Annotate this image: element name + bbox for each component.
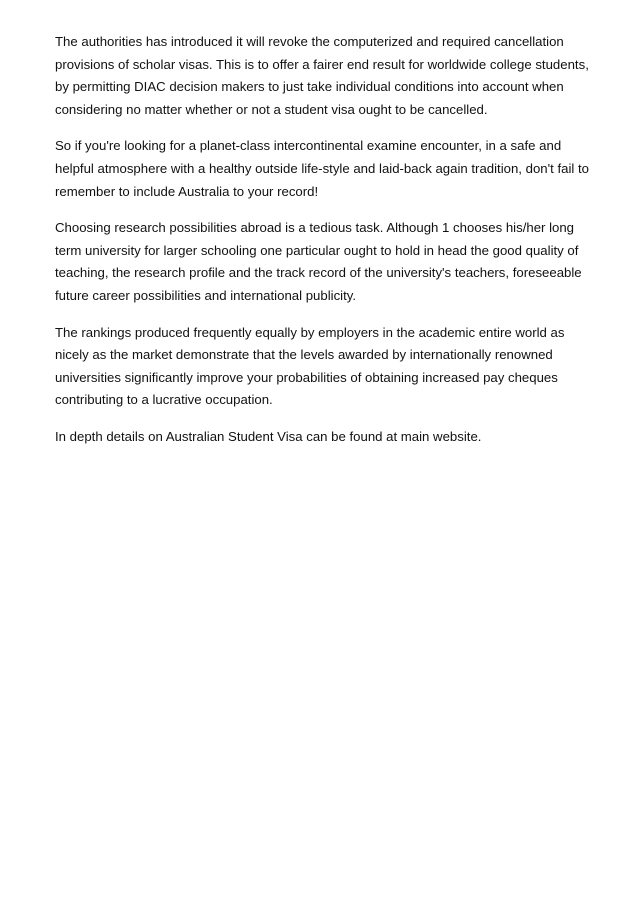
text-line: So if you're looking for a planet-class intercontinental examine encounter, in a safe and [55, 138, 562, 154]
text-line: term university for larger schooling one particular ought to hold in head the good quality of [55, 242, 579, 258]
text-line: remember to include Australia to your record! [55, 183, 319, 199]
text-line: The rankings produced frequently equally by employers in the academic entire world as [55, 324, 565, 340]
text-line: future career possibilities and international publicity. [55, 287, 357, 303]
text-line: nicely as the market demonstrate that the levels awarded by internationally renowned [55, 347, 553, 363]
text-line: teaching, the research profile and the track record of the university's teachers, foreseeable [55, 265, 582, 281]
paragraph-rankings [55, 322, 595, 412]
text-line: provisions of scholar visas. This is to offer a fairer end result for worldwide college students, [55, 56, 589, 72]
text-line: In depth details on Australian Student Visa can be found at main website. [55, 428, 482, 444]
document-body [55, 31, 595, 463]
paragraph-choosing-research [55, 217, 595, 307]
text-line: The authorities has introduced it will revoke the computerized and required cancellation [55, 34, 564, 49]
text-line: by permitting DIAC decision makers to just take individual conditions into account when [55, 79, 564, 95]
paragraph-details-link [55, 426, 595, 449]
paragraph-visa-cancellation [55, 31, 595, 121]
text-line: considering no matter whether or not a student visa ought to be cancelled. [55, 101, 488, 117]
text-line: contributing to a lucrative occupation. [55, 392, 273, 408]
text-line: helpful atmosphere with a healthy outside life-style and laid-back again tradition, don't fail to [55, 160, 589, 176]
text-line: universities significantly improve your probabilities of obtaining increased pay cheques [55, 369, 558, 385]
paragraph-study-in-australia [55, 135, 595, 203]
text-line: Choosing research possibilities abroad is a tedious task. Although 1 chooses his/her long [55, 220, 575, 236]
